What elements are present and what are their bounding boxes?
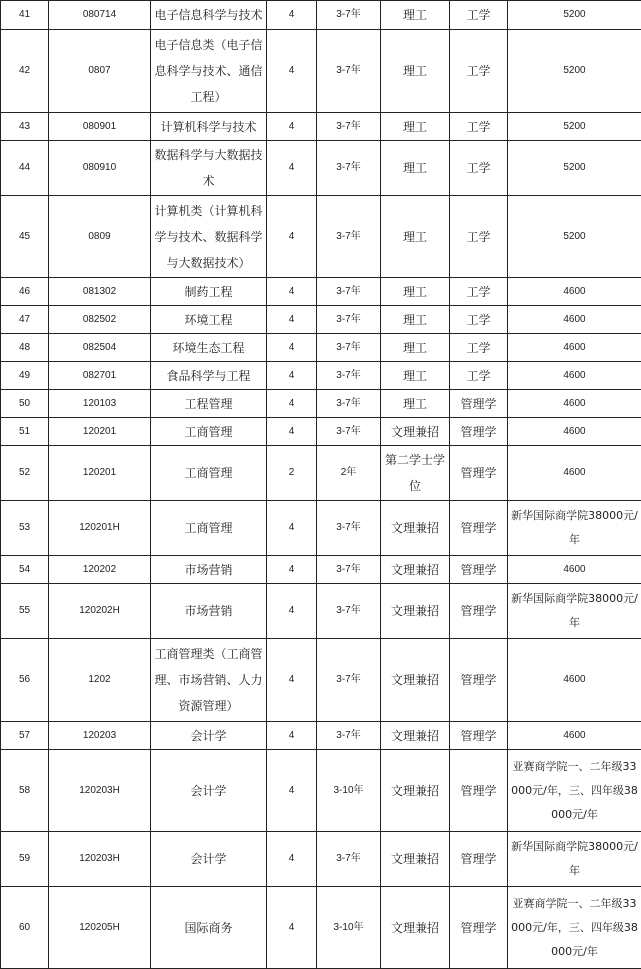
degree-type: 管理学 — [450, 639, 508, 722]
subject-category: 理工 — [381, 306, 450, 334]
degree-type: 工学 — [450, 278, 508, 306]
major-name: 工程管理 — [151, 390, 267, 418]
table-row — [1, 196, 641, 278]
row-number: 46 — [1, 278, 49, 306]
degree-type: 管理学 — [450, 501, 508, 556]
tuition-fee: 4600 — [508, 278, 641, 306]
duration: 4 — [267, 418, 317, 446]
duration: 4 — [267, 141, 317, 196]
duration: 4 — [267, 722, 317, 750]
major-name: 制药工程 — [151, 278, 267, 306]
subject-category: 文理兼招 — [381, 418, 450, 446]
table-row — [1, 418, 641, 446]
table-row — [1, 390, 641, 418]
study-period: 3-7年 — [317, 501, 381, 556]
major-name: 工商管理 — [151, 418, 267, 446]
degree-type: 工学 — [450, 30, 508, 113]
study-period: 3-7年 — [317, 1, 381, 30]
major-code: 082502 — [49, 306, 151, 334]
duration: 4 — [267, 306, 317, 334]
duration: 4 — [267, 30, 317, 113]
subject-category: 第二学士学位 — [381, 446, 450, 501]
table-row — [1, 722, 641, 750]
degree-type: 管理学 — [450, 584, 508, 639]
row-number: 58 — [1, 750, 49, 832]
major-code: 082701 — [49, 362, 151, 390]
study-period: 3-7年 — [317, 639, 381, 722]
tuition-fee: 新华国际商学院38000元/年 — [508, 584, 641, 639]
tuition-fee: 4600 — [508, 390, 641, 418]
major-name: 工商管理类（工商管理、市场营销、人力资源管理） — [151, 639, 267, 722]
degree-type: 管理学 — [450, 556, 508, 584]
study-period: 3-10年 — [317, 887, 381, 969]
subject-category: 文理兼招 — [381, 750, 450, 832]
table-row — [1, 306, 641, 334]
major-code: 120201H — [49, 501, 151, 556]
duration: 4 — [267, 334, 317, 362]
tuition-fee: 4600 — [508, 306, 641, 334]
major-code: 1202 — [49, 639, 151, 722]
major-name: 数据科学与大数据技术 — [151, 141, 267, 196]
row-number: 50 — [1, 390, 49, 418]
row-number: 45 — [1, 196, 49, 278]
duration: 4 — [267, 639, 317, 722]
duration: 4 — [267, 556, 317, 584]
study-period: 3-7年 — [317, 362, 381, 390]
major-code: 080901 — [49, 113, 151, 141]
study-period: 3-10年 — [317, 750, 381, 832]
major-code: 120205H — [49, 887, 151, 969]
degree-type: 工学 — [450, 306, 508, 334]
subject-category: 文理兼招 — [381, 556, 450, 584]
duration: 2 — [267, 446, 317, 501]
duration: 4 — [267, 362, 317, 390]
table-row — [1, 141, 641, 196]
major-name: 市场营销 — [151, 556, 267, 584]
tuition-fee: 5200 — [508, 196, 641, 278]
study-period: 3-7年 — [317, 196, 381, 278]
major-code: 081302 — [49, 278, 151, 306]
major-code: 0807 — [49, 30, 151, 113]
major-name: 会计学 — [151, 722, 267, 750]
study-period: 3-7年 — [317, 113, 381, 141]
tuition-fee: 4600 — [508, 722, 641, 750]
major-name: 工商管理 — [151, 446, 267, 501]
major-name: 计算机科学与技术 — [151, 113, 267, 141]
major-code: 080714 — [49, 1, 151, 30]
subject-category: 文理兼招 — [381, 722, 450, 750]
major-name: 国际商务 — [151, 887, 267, 969]
table-row — [1, 501, 641, 556]
subject-category: 理工 — [381, 362, 450, 390]
major-code: 120203 — [49, 722, 151, 750]
row-number: 51 — [1, 418, 49, 446]
row-number: 48 — [1, 334, 49, 362]
tuition-fee: 4600 — [508, 446, 641, 501]
study-period: 3-7年 — [317, 556, 381, 584]
degree-type: 管理学 — [450, 887, 508, 969]
tuition-fee: 4600 — [508, 639, 641, 722]
study-period: 3-7年 — [317, 278, 381, 306]
study-period: 3-7年 — [317, 334, 381, 362]
subject-category: 理工 — [381, 1, 450, 30]
row-number: 55 — [1, 584, 49, 639]
major-code: 0809 — [49, 196, 151, 278]
study-period: 2年 — [317, 446, 381, 501]
study-period: 3-7年 — [317, 722, 381, 750]
row-number: 53 — [1, 501, 49, 556]
major-code: 120103 — [49, 390, 151, 418]
tuition-fee: 4600 — [508, 418, 641, 446]
table-row — [1, 639, 641, 722]
major-name: 电子信息科学与技术 — [151, 1, 267, 30]
degree-type: 管理学 — [450, 832, 508, 887]
duration: 4 — [267, 584, 317, 639]
degree-type: 工学 — [450, 141, 508, 196]
major-code: 120202 — [49, 556, 151, 584]
major-code: 082504 — [49, 334, 151, 362]
row-number: 43 — [1, 113, 49, 141]
row-number: 60 — [1, 887, 49, 969]
major-name: 环境工程 — [151, 306, 267, 334]
major-code: 080910 — [49, 141, 151, 196]
study-period: 3-7年 — [317, 418, 381, 446]
subject-category: 文理兼招 — [381, 584, 450, 639]
tuition-fee: 亚赛商学院一、二年级33000元/年，三、四年级38000元/年 — [508, 750, 641, 832]
duration: 4 — [267, 832, 317, 887]
study-period: 3-7年 — [317, 584, 381, 639]
tuition-fee: 新华国际商学院38000元/年 — [508, 832, 641, 887]
table-row — [1, 584, 641, 639]
subject-category: 理工 — [381, 113, 450, 141]
table-body — [1, 1, 641, 969]
degree-type: 管理学 — [450, 390, 508, 418]
degree-type: 工学 — [450, 196, 508, 278]
major-name: 食品科学与工程 — [151, 362, 267, 390]
major-code: 120201 — [49, 418, 151, 446]
major-code: 120202H — [49, 584, 151, 639]
tuition-fee: 5200 — [508, 30, 641, 113]
table-row — [1, 362, 641, 390]
tuition-fee: 5200 — [508, 1, 641, 30]
degree-type: 工学 — [450, 1, 508, 30]
row-number: 47 — [1, 306, 49, 334]
degree-type: 管理学 — [450, 418, 508, 446]
degree-type: 工学 — [450, 113, 508, 141]
row-number: 56 — [1, 639, 49, 722]
subject-category: 理工 — [381, 278, 450, 306]
study-period: 3-7年 — [317, 306, 381, 334]
subject-category: 文理兼招 — [381, 887, 450, 969]
study-period: 3-7年 — [317, 832, 381, 887]
duration: 4 — [267, 196, 317, 278]
row-number: 52 — [1, 446, 49, 501]
study-period: 3-7年 — [317, 390, 381, 418]
major-name: 计算机类（计算机科学与技术、数据科学与大数据技术） — [151, 196, 267, 278]
subject-category: 理工 — [381, 196, 450, 278]
tuition-fee: 新华国际商学院38000元/年 — [508, 501, 641, 556]
subject-category: 理工 — [381, 390, 450, 418]
table-row — [1, 556, 641, 584]
duration: 4 — [267, 501, 317, 556]
row-number: 49 — [1, 362, 49, 390]
tuition-fee: 4600 — [508, 556, 641, 584]
table-row — [1, 278, 641, 306]
tuition-fee: 5200 — [508, 141, 641, 196]
major-name: 电子信息类（电子信息科学与技术、通信工程） — [151, 30, 267, 113]
duration: 4 — [267, 278, 317, 306]
row-number: 44 — [1, 141, 49, 196]
tuition-fee: 4600 — [508, 362, 641, 390]
subject-category: 文理兼招 — [381, 501, 450, 556]
study-period: 3-7年 — [317, 141, 381, 196]
major-name: 环境生态工程 — [151, 334, 267, 362]
tuition-fee: 4600 — [508, 334, 641, 362]
study-period: 3-7年 — [317, 30, 381, 113]
table-row — [1, 30, 641, 113]
degree-type: 管理学 — [450, 750, 508, 832]
degree-type: 工学 — [450, 362, 508, 390]
subject-category: 理工 — [381, 334, 450, 362]
major-code: 120203H — [49, 750, 151, 832]
row-number: 59 — [1, 832, 49, 887]
major-code: 120201 — [49, 446, 151, 501]
subject-category: 文理兼招 — [381, 832, 450, 887]
duration: 4 — [267, 887, 317, 969]
row-number: 41 — [1, 1, 49, 30]
subject-category: 理工 — [381, 30, 450, 113]
table-row — [1, 446, 641, 501]
subject-category: 理工 — [381, 141, 450, 196]
duration: 4 — [267, 1, 317, 30]
table-row — [1, 832, 641, 887]
table-row — [1, 750, 641, 832]
major-name: 市场营销 — [151, 584, 267, 639]
table-row — [1, 334, 641, 362]
degree-type: 管理学 — [450, 722, 508, 750]
row-number: 42 — [1, 30, 49, 113]
table-row — [1, 1, 641, 30]
degree-type: 管理学 — [450, 446, 508, 501]
degree-type: 工学 — [450, 334, 508, 362]
duration: 4 — [267, 113, 317, 141]
row-number: 57 — [1, 722, 49, 750]
major-name: 会计学 — [151, 750, 267, 832]
duration: 4 — [267, 750, 317, 832]
tuition-fee: 亚赛商学院一、二年级33000元/年，三、四年级38000元/年 — [508, 887, 641, 969]
major-name: 会计学 — [151, 832, 267, 887]
duration: 4 — [267, 390, 317, 418]
row-number: 54 — [1, 556, 49, 584]
major-code: 120203H — [49, 832, 151, 887]
table-row — [1, 113, 641, 141]
tuition-fee: 5200 — [508, 113, 641, 141]
table-row — [1, 887, 641, 969]
subject-category: 文理兼招 — [381, 639, 450, 722]
major-name: 工商管理 — [151, 501, 267, 556]
